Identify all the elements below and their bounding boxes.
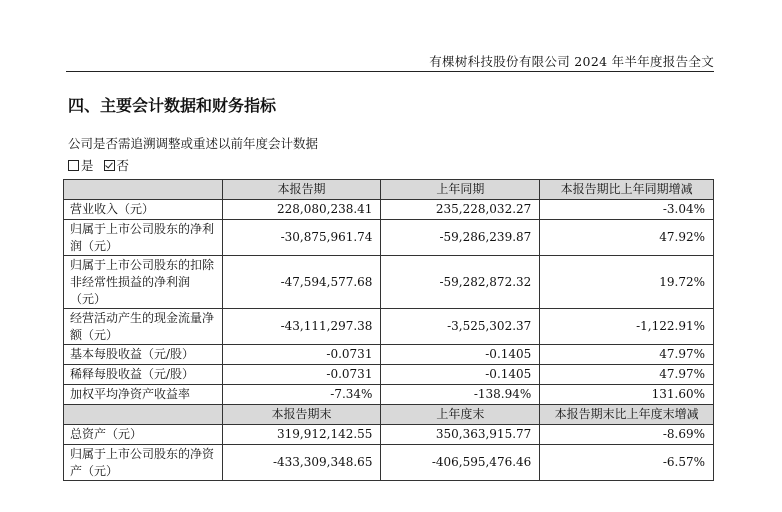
table-row (64, 385, 714, 405)
table-cell: -0.1405 (381, 345, 540, 365)
choice-yes-label: 是 (81, 158, 94, 173)
row-label: 归属于上市公司股东的净利润（元） (64, 220, 223, 256)
table-row (64, 200, 714, 220)
table-cell: 235,228,032.27 (381, 200, 540, 220)
table-cell: -59,286,239.87 (381, 220, 540, 256)
table-cell: -8.69% (540, 425, 714, 445)
column-header: 本报告期 (222, 180, 381, 200)
table-cell: -0.0731 (222, 365, 381, 385)
table-cell: 47.97% (540, 365, 714, 385)
header-divider (66, 71, 714, 72)
column-header: 本报告期比上年同期增减 (540, 180, 714, 200)
table-row (64, 309, 714, 345)
column-header: 上年度末 (381, 405, 540, 425)
row-label: 基本每股收益（元/股） (64, 345, 223, 365)
financial-indicators-table (63, 179, 714, 481)
restatement-choices (68, 156, 139, 174)
checkbox-yes-icon[interactable] (68, 160, 79, 171)
table-cell: -0.1405 (381, 365, 540, 385)
table-cell: -43,111,297.38 (222, 309, 381, 345)
table-cell: 228,080,238.41 (222, 200, 381, 220)
table-cell: 47.92% (540, 220, 714, 256)
row-label: 归属于上市公司股东的净资产（元） (64, 445, 223, 481)
table-header-row (64, 180, 714, 200)
row-label: 经营活动产生的现金流量净额（元） (64, 309, 223, 345)
table-row (64, 345, 714, 365)
row-label: 稀释每股收益（元/股） (64, 365, 223, 385)
choice-no-label: 否 (116, 158, 130, 173)
row-label: 总资产（元） (64, 425, 223, 445)
table-header-row (64, 405, 714, 425)
table-cell: -59,282,872.32 (381, 256, 540, 309)
column-header (64, 405, 223, 425)
section-title: 四、主要会计数据和财务指标 (68, 96, 277, 115)
table-cell: -1,122.91% (540, 309, 714, 345)
table-row (64, 425, 714, 445)
table-row (64, 256, 714, 309)
table-cell: -0.0731 (222, 345, 381, 365)
choice-yes[interactable] (68, 156, 94, 174)
report-header: 有棵树科技股份有限公司 2024 年半年度报告全文 (429, 54, 714, 69)
table-cell: -138.94% (381, 385, 540, 405)
restatement-question: 公司是否需追溯调整或重述以前年度会计数据 (68, 136, 319, 151)
row-label: 加权平均净资产收益率 (64, 385, 223, 405)
table-row (64, 365, 714, 385)
table-cell: 131.60% (540, 385, 714, 405)
table-cell: -7.34% (222, 385, 381, 405)
table-row (64, 220, 714, 256)
table-cell: -3,525,302.37 (381, 309, 540, 345)
row-label: 营业收入（元） (64, 200, 223, 220)
table-cell: 350,363,915.77 (381, 425, 540, 445)
table-cell: 19.72% (540, 256, 714, 309)
choice-no[interactable] (104, 156, 130, 174)
table-cell: -406,595,476.46 (381, 445, 540, 481)
checkbox-no-icon[interactable] (104, 160, 115, 171)
table-row (64, 445, 714, 481)
column-header: 上年同期 (381, 180, 540, 200)
table-cell: -3.04% (540, 200, 714, 220)
row-label: 归属于上市公司股东的扣除非经常性损益的净利润（元） (64, 256, 223, 309)
table-cell: 47.97% (540, 345, 714, 365)
column-header: 本报告期末比上年度末增减 (540, 405, 714, 425)
table-cell: -30,875,961.74 (222, 220, 381, 256)
column-header: 本报告期末 (222, 405, 381, 425)
table-cell: -6.57% (540, 445, 714, 481)
table-cell: -433,309,348.65 (222, 445, 381, 481)
table-cell: -47,594,577.68 (222, 256, 381, 309)
column-header (64, 180, 223, 200)
table-cell: 319,912,142.55 (222, 425, 381, 445)
